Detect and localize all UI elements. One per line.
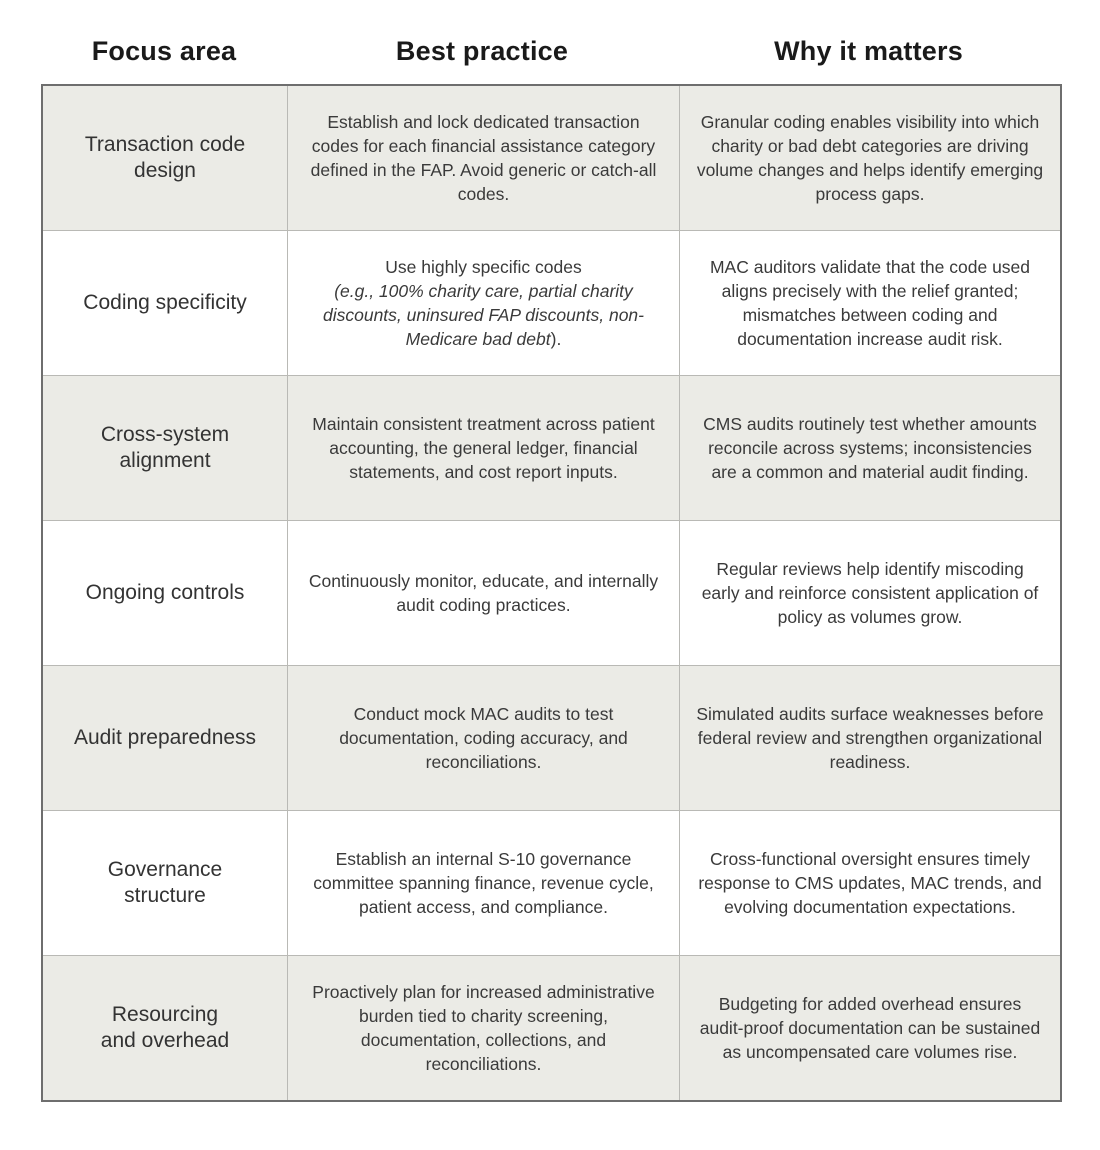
best-practice-cell: Establish and lock dedicated transaction codes for each financial assistance category defined in the FAP. Avoid generic or catch-all codes.	[287, 86, 679, 230]
header-best-practice: Best practice	[395, 35, 569, 66]
best-practice-examples: (e.g., 100% charity care, partial charity discounts, uninsured FAP discounts, non-Medicare bad debt	[322, 281, 644, 349]
why-it-matters-cell: Granular coding enables visibility into which charity or bad debt categories are driving volume changes and helps identify emerging process gaps.	[679, 86, 1060, 230]
why-it-matters-cell: Cross-functional oversight ensures timely response to CMS updates, MAC trends, and evolving documentation expectations.	[679, 811, 1060, 955]
focus-area-cell	[43, 521, 287, 665]
table-row	[43, 86, 1060, 231]
best-practices-table	[41, 84, 1062, 1102]
best-practice-cell	[287, 231, 679, 375]
focus-area-line: alignment	[119, 449, 211, 472]
best-practice-cell: Continuously monitor, educate, and internally audit coding practices.	[287, 521, 679, 665]
focus-area-line: Resourcing	[111, 1003, 219, 1026]
focus-area-line: structure	[124, 884, 206, 907]
why-it-matters-cell: Budgeting for added overhead ensures audit-proof documentation can be sustained as uncompensated care volumes rise.	[679, 956, 1060, 1100]
focus-area-line: Ongoing controls	[85, 581, 245, 604]
focus-area-line: design	[134, 159, 196, 182]
focus-area-cell	[43, 956, 287, 1100]
best-practice-cell: Establish an internal S-10 governance committee spanning finance, revenue cycle, patient access, and compliance.	[287, 811, 679, 955]
focus-area-line: Governance	[107, 858, 223, 881]
focus-area-cell	[43, 376, 287, 520]
header-focus-area: Focus area	[91, 35, 237, 66]
table-row	[43, 956, 1060, 1100]
focus-area-cell	[43, 811, 287, 955]
table-row	[43, 666, 1060, 811]
focus-area-line: Transaction code	[84, 133, 246, 156]
focus-area-line: Coding specificity	[83, 291, 247, 314]
focus-area-cell	[43, 666, 287, 810]
best-practice-tail: ).	[550, 329, 562, 349]
best-practice-cell: Maintain consistent treatment across patient accounting, the general ledger, financial statements, and cost report inputs.	[287, 376, 679, 520]
focus-area-line: and overhead	[100, 1029, 230, 1052]
best-practice-cell: Conduct mock MAC audits to test documentation, coding accuracy, and reconciliations.	[287, 666, 679, 810]
best-practice-lead: Use highly specific codes	[385, 257, 582, 277]
table-header	[42, 28, 1059, 74]
why-it-matters-cell: Simulated audits surface weaknesses before federal review and strengthen organizational readiness.	[679, 666, 1060, 810]
why-it-matters-cell: MAC auditors validate that the code used aligns precisely with the relief granted; mismatches between coding and documentation increase audit risk.	[679, 231, 1060, 375]
focus-area-cell	[43, 86, 287, 230]
why-it-matters-cell: Regular reviews help identify miscoding early and reinforce consistent application of policy as volumes grow.	[679, 521, 1060, 665]
best-practice-cell: Proactively plan for increased administrative burden tied to charity screening, documentation, collections, and reconciliations.	[287, 956, 679, 1100]
header-why-it-matters: Why it matters	[774, 35, 963, 66]
focus-area-line: Audit preparedness	[73, 726, 257, 749]
table-row	[43, 376, 1060, 521]
focus-area-cell	[43, 231, 287, 375]
why-it-matters-cell: CMS audits routinely test whether amounts reconcile across systems; inconsistencies are a common and material audit finding.	[679, 376, 1060, 520]
table-row	[43, 231, 1060, 376]
table-row	[43, 521, 1060, 666]
table-row	[43, 811, 1060, 956]
focus-area-line: Cross-system	[100, 423, 230, 446]
